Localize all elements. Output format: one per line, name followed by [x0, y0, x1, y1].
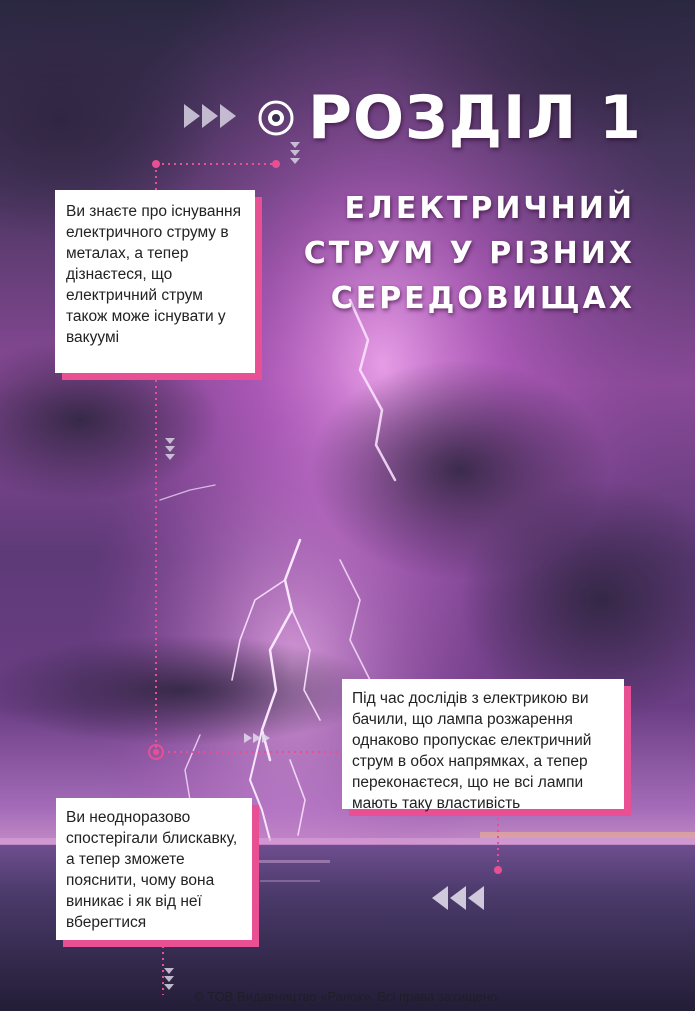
connector-dot-icon — [494, 866, 502, 874]
callout-lamps — [342, 679, 624, 812]
chapter-subtitle — [275, 186, 635, 321]
callout-text: Ви знаєте про існування електричного струму в металах, а тепер дізнаєтеся, що електричний струм також може існувати у вакуумі — [66, 203, 241, 346]
callout-vacuum — [55, 190, 255, 373]
callout-text: Ви неодноразово спостерігали блискавку, а тепер зможете пояснити, чому вона виникає і як від неї вберегтися — [66, 809, 238, 931]
subtitle-line: ЕЛЕКТРИЧНИЙ — [344, 191, 635, 226]
chapter-title: РОЗДІЛ 1 — [308, 83, 642, 153]
connector-dot-icon — [152, 160, 160, 168]
copyright-footer: © ТОВ Видавництво «Ранок». Всі права захищено. — [194, 989, 501, 1004]
connector-dot-icon — [272, 160, 280, 168]
callout-lightning — [56, 798, 252, 940]
subtitle-line: СЕРЕДОВИЩАХ — [330, 281, 635, 316]
callout-text: Під час дослідів з електрикою ви бачили, що лампа розжарення однаково пропускає електричний струм в обох напрямках, а тепер переконаєтеся, що не всі лампи мають таку властивість — [352, 690, 592, 812]
subtitle-line: СТРУМ У РІЗНИХ — [303, 236, 635, 271]
